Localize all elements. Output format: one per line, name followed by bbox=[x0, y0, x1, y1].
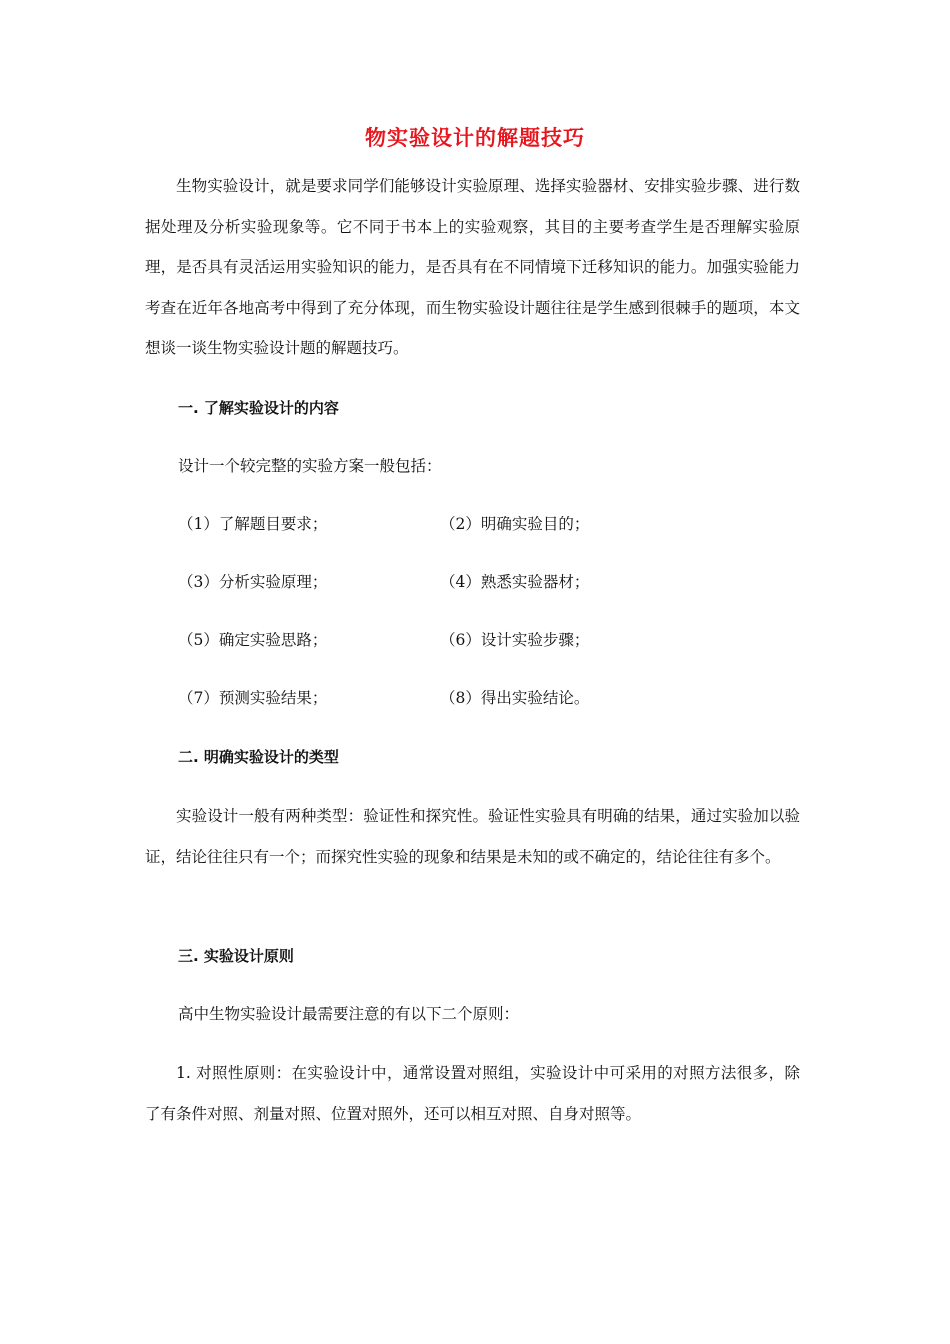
section-lead-principles: 高中生物实验设计最需要注意的有以下二个原则： bbox=[178, 1005, 520, 1023]
intro-paragraph: 生物实验设计，就是要求同学们能够设计实验原理、选择实验器材、安排实验步骤、进行数据处理及分析实验现象等。它不同于书本上的实验观察，其目的主要考查学生是否理解实验原理，是否具有灵活运用实验知识的能力，是否具有在不同情境下迁移知识的能力。加强实验能力考查在近年各地高考中得到了充分体现，而生物实验设计题往往是学生感到很棘手的题项，本文想谈一谈生物实验设计题的解题技巧。 bbox=[145, 177, 800, 357]
rule-paragraph-control: 1. 对照性原则：在实验设计中，通常设置对照组，实验设计中可采用的对照方法很多，除了有条件对照、剂量对照、位置对照外，还可以相互对照、自身对照等。 bbox=[145, 1064, 800, 1123]
list-item: （8）得出实验结论。 bbox=[440, 689, 590, 707]
list-item: （6）设计实验步骤； bbox=[440, 631, 590, 649]
list-item: （4）熟悉实验器材； bbox=[440, 573, 590, 591]
list-item: （2）明确实验目的； bbox=[440, 515, 590, 533]
list-item: （5）确定实验思路； bbox=[178, 631, 328, 649]
list-item: （3）分析实验原理； bbox=[178, 573, 328, 591]
section-heading-principles: 三. 实验设计原则 bbox=[178, 947, 294, 965]
list-item: （1）了解题目要求； bbox=[178, 515, 328, 533]
section-body-types: 实验设计一般有两种类型：验证性和探究性。验证性实验具有明确的结果，通过实验加以验证，结论往往只有一个；而探究性实验的现象和结果是未知的或不确定的，结论往往有多个。 bbox=[145, 807, 800, 866]
section-lead-contents: 设计一个较完整的实验方案一般包括： bbox=[178, 457, 442, 475]
document-title: 物实验设计的解题技巧 bbox=[365, 125, 585, 150]
section-heading-types: 二. 明确实验设计的类型 bbox=[178, 748, 339, 766]
list-item: （7）预测实验结果； bbox=[178, 689, 328, 707]
section-heading-contents: 一. 了解实验设计的内容 bbox=[178, 399, 339, 417]
